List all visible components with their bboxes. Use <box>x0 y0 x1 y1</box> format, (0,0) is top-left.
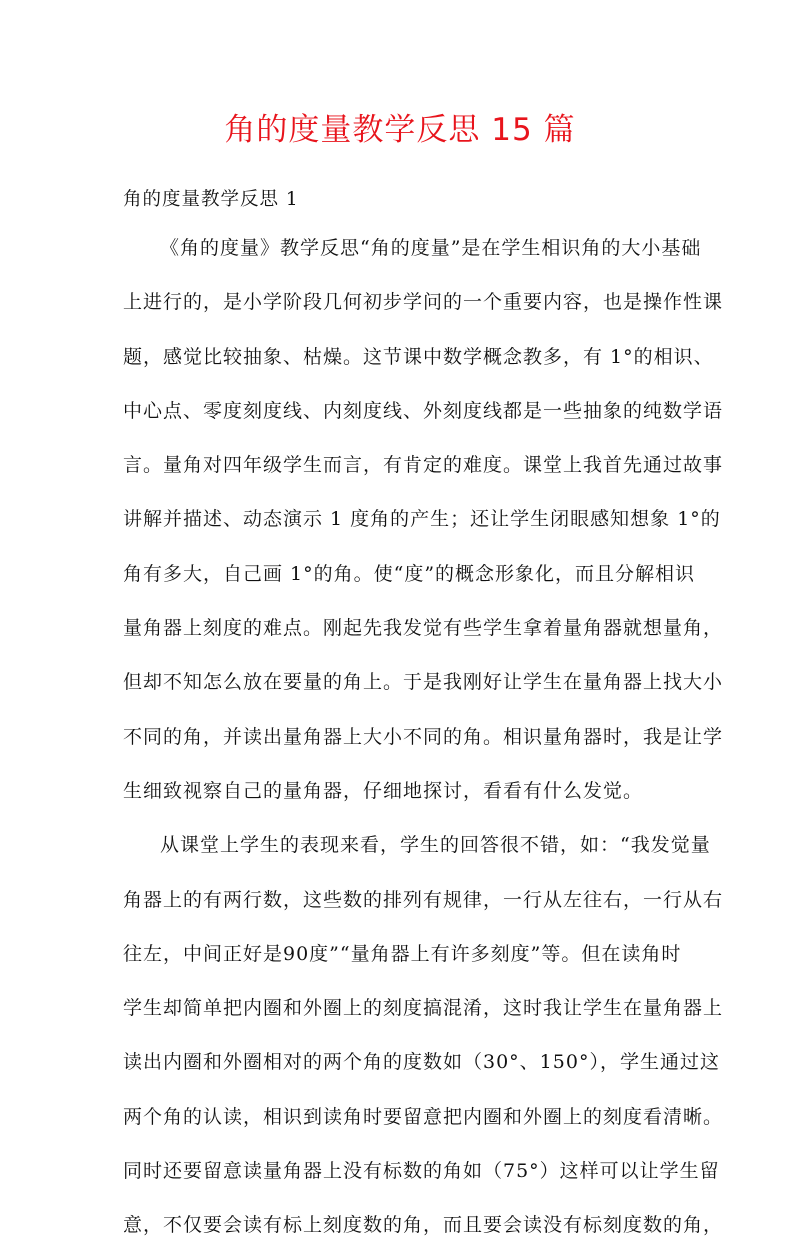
paragraph-line: 《角的度量》教学反思“角的度量”是在学生相识角的大小基础 <box>160 237 702 259</box>
paragraph-line: 题，感觉比较抽象、枯燥。这节课中数学概念教多，有 1°的相识、 <box>123 345 714 368</box>
paragraph-line: 中心点、零度刻度线、内刻度线、外刻度线都是一些抽象的纯数学语 <box>123 399 724 422</box>
section-heading: 角的度量教学反思 1 <box>123 189 299 210</box>
paragraph-line: 不同的角，并读出量角器上大小不同的角。相识量角器时，我是让学 <box>123 725 724 748</box>
paragraph-line: 两个角的认读，相识到读角时要留意把内圈和外圈上的刻度看清晰。 <box>123 1105 724 1128</box>
paragraph-line: 但却不知怎么放在要量的角上。于是我刚好让学生在量角器上找大小 <box>123 671 724 694</box>
paragraph-line: 角有多大，自己画 1°的角。使“度”的概念形象化，而且分解相识 <box>123 562 696 585</box>
paragraph-line: 角器上的有两行数，这些数的排列有规律，一行从左往右，一行从右 <box>123 888 724 911</box>
paragraph-line: 量角器上刻度的难点。刚起先我发觉有些学生拿着量角器就想量角， <box>123 617 724 640</box>
paragraph-line: 往左，中间正好是90度”“量角器上有许多刻度”等。但在读角时 <box>123 942 682 965</box>
paragraph-line: 学生却简单把内圈和外圈上的刻度搞混淆，这时我让学生在量角器上 <box>123 997 724 1020</box>
paragraph-line: 读出内圈和外圈相对的两个角的度数如（30°、150°），学生通过这 <box>123 1051 720 1074</box>
paragraph-line: 上进行的，是小学阶段几何初步学问的一个重要内容，也是操作性课 <box>123 291 724 314</box>
document-title: 角的度量教学反思 15 篇 <box>224 112 576 148</box>
paragraph-line: 从课堂上学生的表现来看，学生的回答很不错，如：“我发觉量 <box>160 834 711 857</box>
paragraph-line: 言。量角对四年级学生而言，有肯定的难度。课堂上我首先通过故事 <box>123 454 724 477</box>
paragraph-line: 生细致视察自己的量角器，仔细地探讨，看看有什么发觉。 <box>123 779 644 802</box>
paragraph-line: 讲解并描述、动态演示 1 度角的产生；还让学生闭眼感知想象 1°的 <box>123 508 721 531</box>
document-body <box>123 226 724 1258</box>
paragraph-line: 意，不仅要会读有标上刻度数的角，而且要会读没有标刻度数的角， <box>123 1214 724 1237</box>
paragraph-line: 同时还要留意读量角器上没有标数的角如（75°）这样可以让学生留 <box>123 1160 720 1183</box>
